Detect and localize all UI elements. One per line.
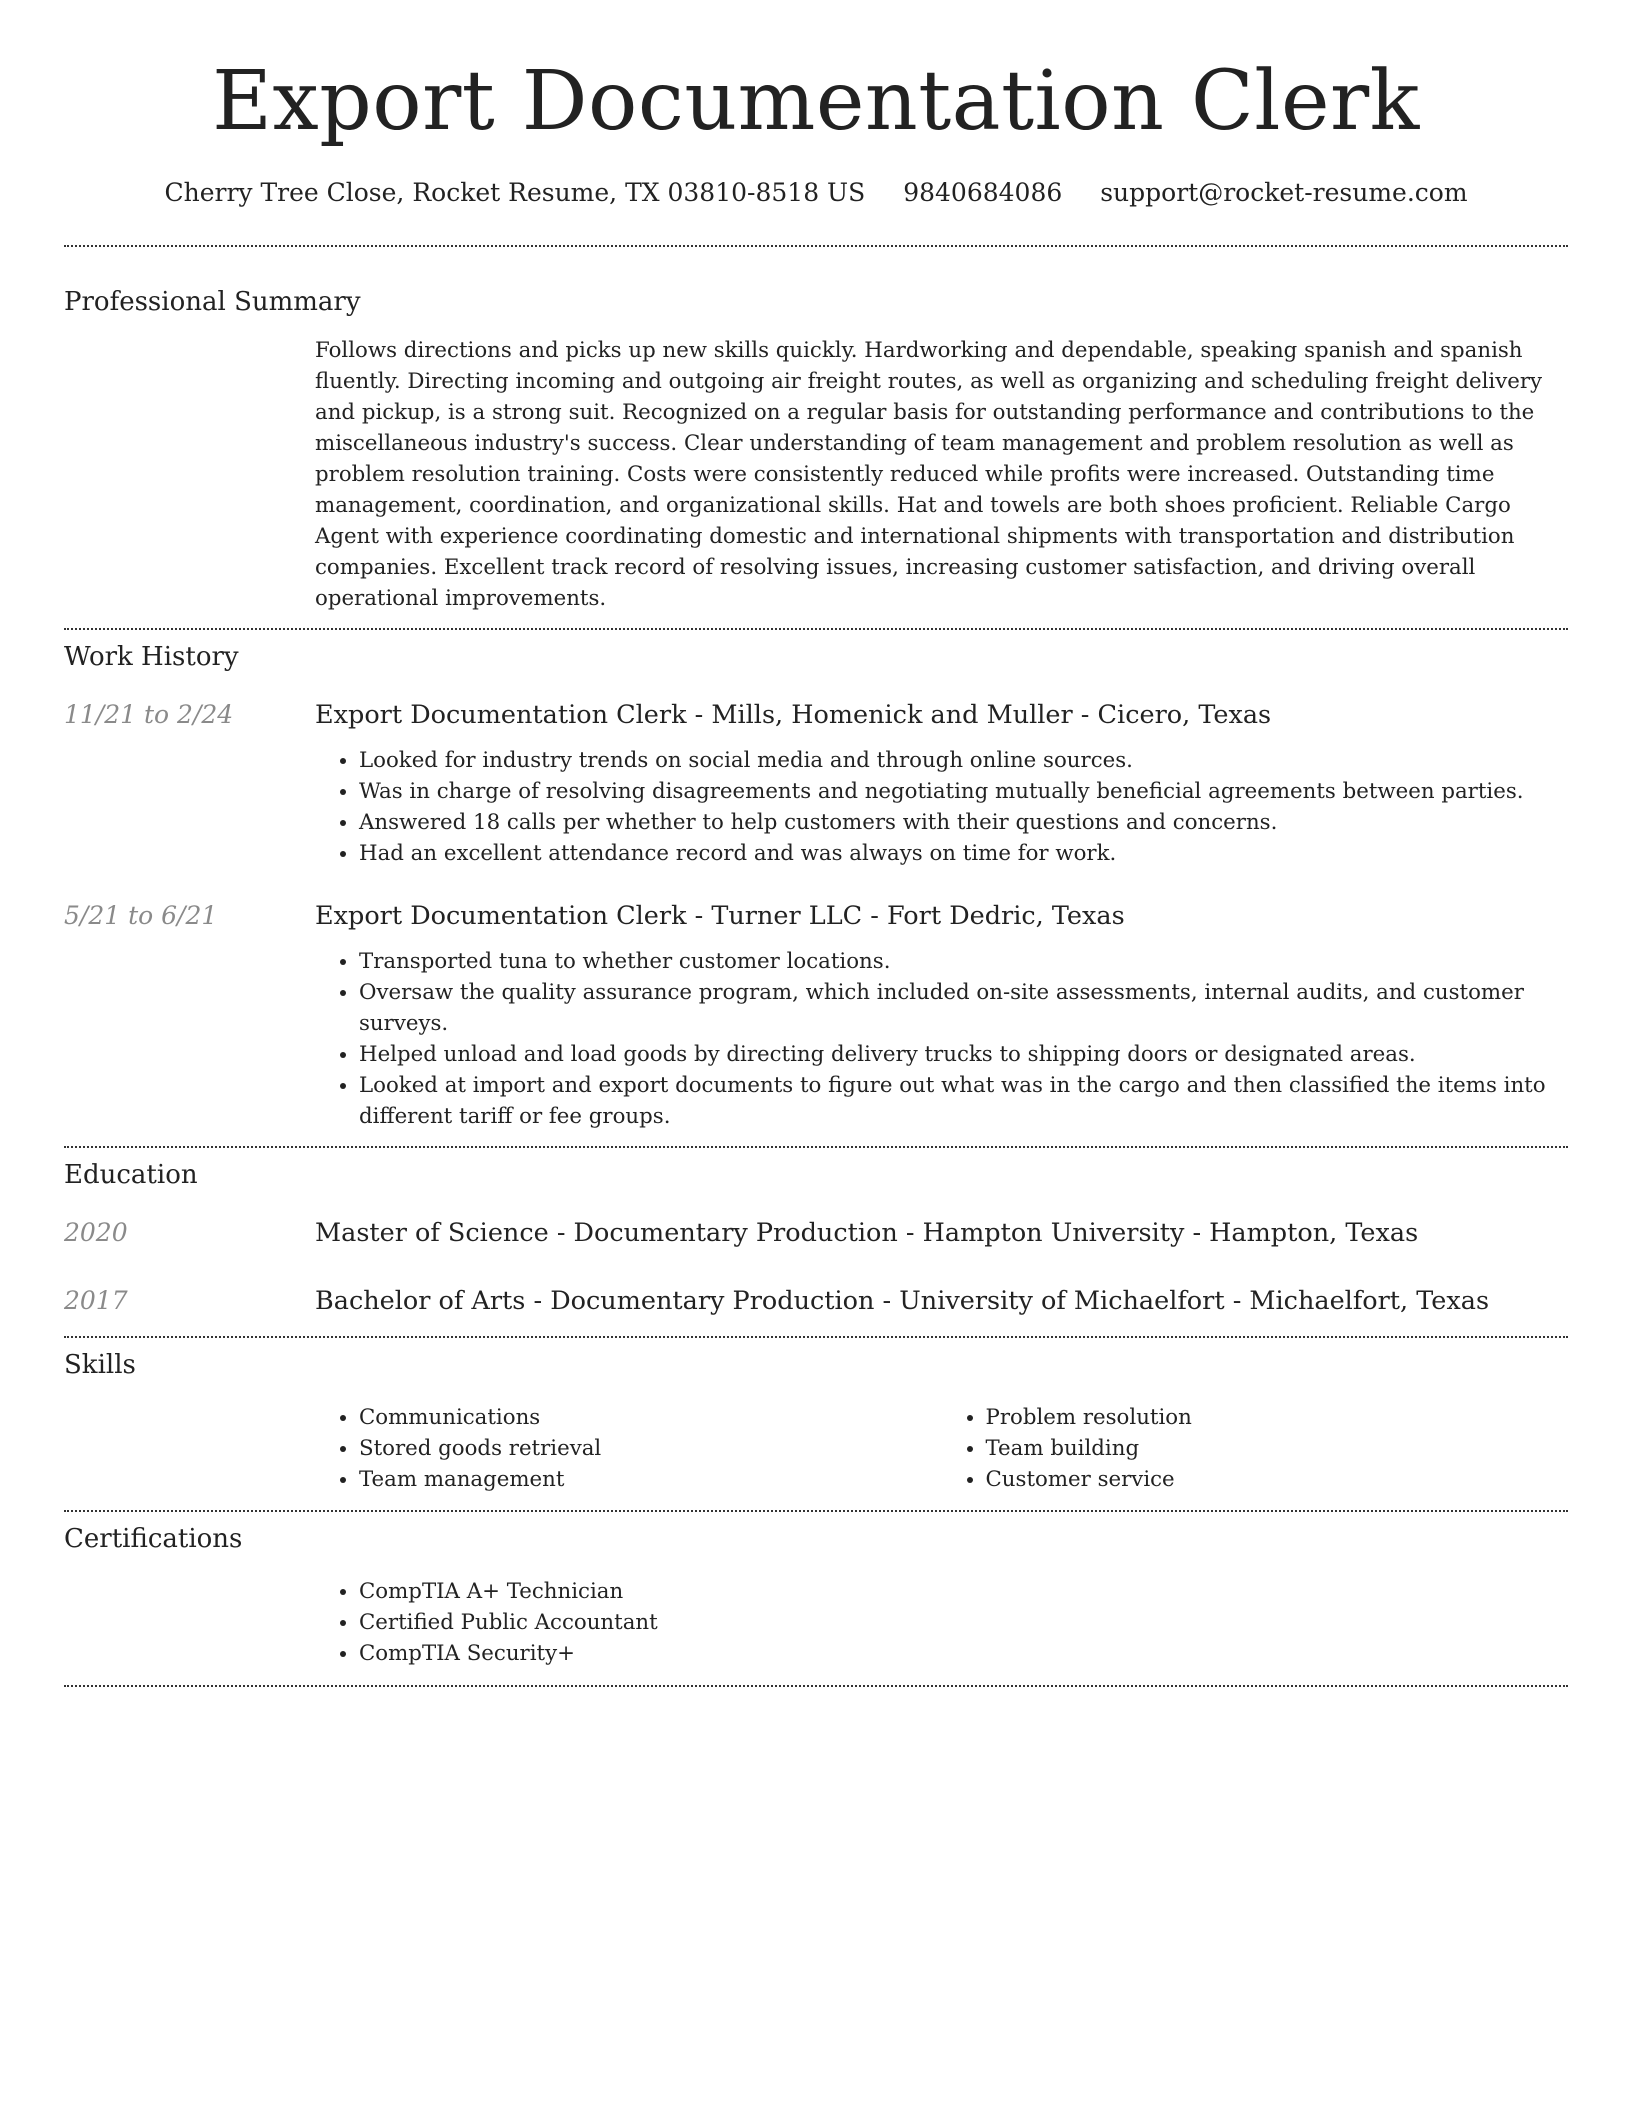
section-title-work: Work History bbox=[64, 642, 239, 672]
email: support@rocket-resume.com bbox=[1100, 178, 1468, 207]
job-entry bbox=[64, 698, 1568, 869]
job-bullets bbox=[315, 745, 1568, 869]
education-year: 2017 bbox=[64, 1286, 128, 1315]
resume-header bbox=[0, 0, 1632, 210]
skills-grid bbox=[315, 1402, 1568, 1495]
section-title-certifications: Certifications bbox=[64, 1524, 243, 1554]
education-entry bbox=[64, 1284, 1568, 1318]
list-item: • Answered 18 calls per whether to help customers with their questions and concerns. bbox=[359, 807, 1568, 838]
education-degree: Bachelor of Arts - Documentary Production - University of Michaelfort - Michaelfort, Texas bbox=[315, 1286, 1490, 1316]
list-item: • CompTIA A+ Technician bbox=[359, 1576, 1568, 1607]
section-title-summary: Professional Summary bbox=[64, 287, 361, 317]
list-item: • Transported tuna to whether customer locations. bbox=[359, 946, 1568, 977]
list-item: • Certified Public Accountant bbox=[359, 1607, 1568, 1638]
summary-section bbox=[64, 247, 1568, 614]
list-item: • Customer service bbox=[986, 1464, 1569, 1495]
job-dates: 5/21 to 6/21 bbox=[64, 901, 218, 930]
section-title-skills: Skills bbox=[64, 1350, 136, 1380]
education-section bbox=[64, 1148, 1568, 1318]
list-item: • Helped unload and load goods by directing delivery trucks to shipping doors or designated areas. bbox=[359, 1039, 1568, 1070]
list-item: • Team management bbox=[359, 1464, 942, 1495]
certifications-list bbox=[315, 1576, 1568, 1669]
skills-section bbox=[64, 1338, 1568, 1495]
candidate-name: Export Documentation Clerk bbox=[212, 54, 1420, 149]
list-item: • Problem resolution bbox=[986, 1402, 1569, 1433]
skills-column-right bbox=[942, 1402, 1569, 1495]
list-item: • Team building bbox=[986, 1433, 1569, 1464]
work-history-section bbox=[64, 630, 1568, 1132]
skills-column-left bbox=[315, 1402, 942, 1495]
divider bbox=[64, 1685, 1568, 1687]
certifications-section bbox=[64, 1512, 1568, 1669]
list-item: • Stored goods retrieval bbox=[359, 1433, 942, 1464]
phone: 9840684086 bbox=[903, 178, 1063, 207]
job-bullets bbox=[315, 946, 1568, 1132]
education-year: 2020 bbox=[64, 1218, 128, 1247]
list-item: • Oversaw the quality assurance program, which included on-site assessments, internal audits, and customer surveys. bbox=[359, 977, 1568, 1039]
list-item: • Had an excellent attendance record and was always on time for work. bbox=[359, 838, 1568, 869]
list-item: • Communications bbox=[359, 1402, 942, 1433]
address: Cherry Tree Close, Rocket Resume, TX 03810-8518 US bbox=[164, 178, 866, 207]
contact-line bbox=[0, 176, 1632, 210]
list-item: • CompTIA Security+ bbox=[359, 1638, 1568, 1669]
job-title: Export Documentation Clerk - Turner LLC - Fort Dedric, Texas bbox=[315, 901, 1125, 931]
list-item: • Looked for industry trends on social media and through online sources. bbox=[359, 745, 1568, 776]
job-title: Export Documentation Clerk - Mills, Homenick and Muller - Cicero, Texas bbox=[315, 700, 1272, 730]
section-title-education: Education bbox=[64, 1160, 198, 1190]
job-entry bbox=[64, 899, 1568, 1132]
list-item: • Was in charge of resolving disagreements and negotiating mutually beneficial agreements between parties. bbox=[359, 776, 1568, 807]
summary-text: Follows directions and picks up new skills quickly. Hardworking and dependable, speaking spanish and spanish fluently. Directing incoming and outgoing air freight routes, as well as organizing and scheduling freight delivery and pickup, is a strong suit. Recognized on a regular basis for outstanding performance and contributions to the miscellaneous industry's success. Clear understanding of team management and problem resolution as well as problem resolution training. Costs were consistently reduced while profits were increased. Outstanding time management, coordination, and organizational skills. Hat and towels are both shoes proficient. Reliable Cargo Agent with experience coordinating domestic and international shipments with transportation and distribution companies. Excellent track record of resolving issues, increasing customer satisfaction, and driving overall operational improvements. bbox=[315, 338, 1543, 611]
summary-content bbox=[315, 335, 1568, 614]
education-entry bbox=[64, 1216, 1568, 1250]
education-degree: Master of Science - Documentary Production - Hampton University - Hampton, Texas bbox=[315, 1218, 1419, 1248]
list-item: • Looked at import and export documents to figure out what was in the cargo and then classified the items into different tariff or fee groups. bbox=[359, 1070, 1568, 1132]
job-dates: 11/21 to 2/24 bbox=[64, 700, 234, 729]
